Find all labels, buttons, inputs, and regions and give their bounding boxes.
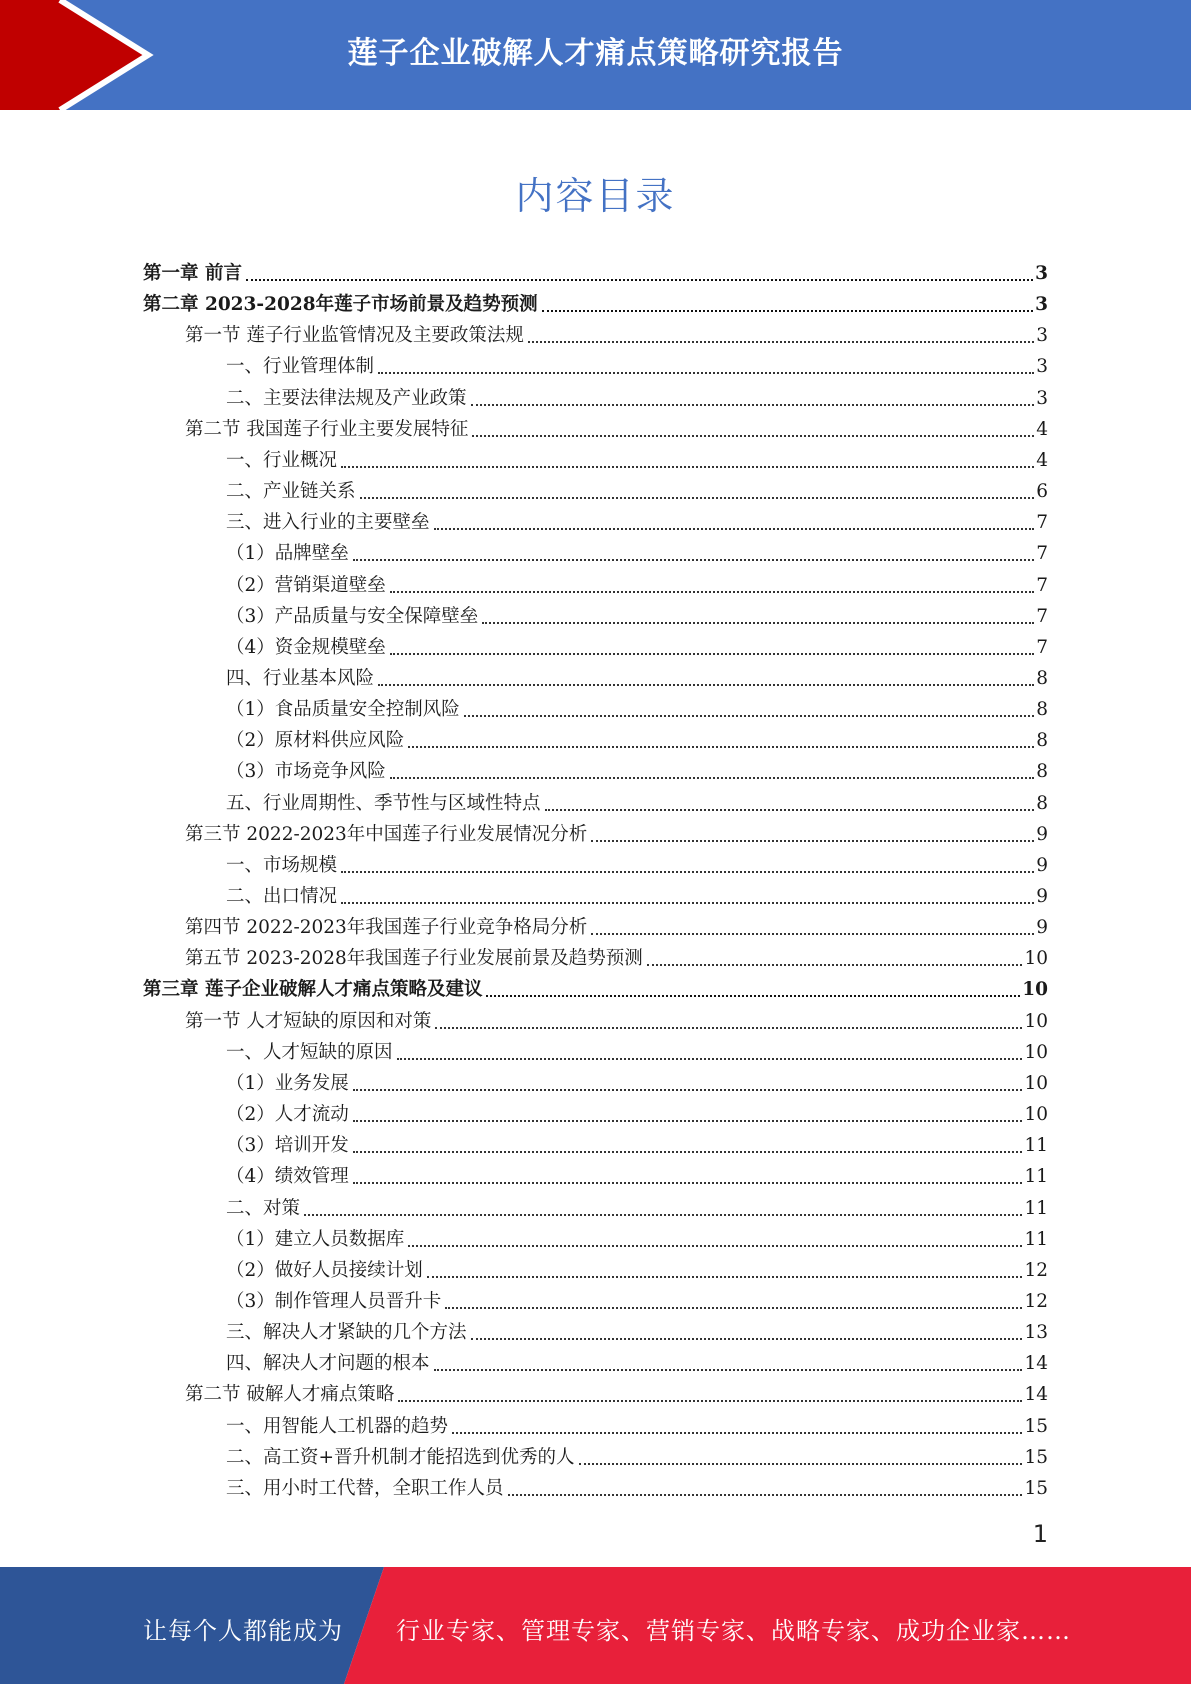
- toc-entry-label: 三、进入行业的主要壁垒: [226, 512, 430, 534]
- toc-entry-page: 14: [1024, 1384, 1048, 1406]
- toc-entry[interactable]: [226, 628, 1048, 659]
- toc-entry-label: 第一节 人才短缺的原因和对策: [185, 1010, 432, 1032]
- toc-entry-page: 8: [1036, 730, 1048, 752]
- toc-dot-leader: [353, 1181, 1023, 1184]
- toc-entry-page: 3: [1036, 325, 1048, 347]
- toc-dot-leader: [647, 963, 1023, 966]
- toc-entry-page: 4: [1036, 418, 1048, 440]
- toc-entry-page: 3: [1035, 263, 1048, 284]
- toc-entry-label: 一、行业管理体制: [226, 356, 375, 378]
- toc-entry-page: 8: [1036, 761, 1048, 783]
- toc-entry-page: 6: [1036, 481, 1048, 503]
- toc-dot-leader: [378, 683, 1034, 686]
- toc-entry[interactable]: [226, 1469, 1048, 1500]
- page-number: 1: [1032, 1520, 1048, 1548]
- toc-entry-page: 10: [1024, 948, 1048, 970]
- toc-heading: 内容目录: [515, 174, 676, 218]
- toc-dot-leader: [471, 403, 1035, 406]
- toc-entry-label: 第二节 我国莲子行业主要发展特征: [185, 418, 469, 440]
- header-banner: [0, 0, 1191, 110]
- toc-entry[interactable]: [226, 379, 1048, 410]
- toc-entry-page: 10: [1024, 1104, 1048, 1126]
- report-title: 莲子企业破解人才痛点策略研究报告: [347, 36, 844, 71]
- toc-entry-label: 二、出口情况: [226, 886, 338, 907]
- toc-dot-leader: [341, 870, 1034, 873]
- toc-entry[interactable]: [226, 1407, 1048, 1438]
- toc-entry-label: （1）建立人员数据库: [226, 1228, 405, 1250]
- toc-entry-label: 第一章 前言: [143, 263, 242, 284]
- footer-banner: [0, 1567, 1191, 1684]
- toc-entry-label: 四、解决人才问题的根本: [226, 1353, 430, 1375]
- toc-entry[interactable]: [226, 1344, 1048, 1375]
- toc-entry-page: 10: [1024, 1010, 1048, 1032]
- toc-entry-page: 11: [1024, 1166, 1048, 1188]
- toc-entry-label: 一、用智能人工机器的趋势: [226, 1415, 449, 1437]
- toc-dot-leader: [579, 1462, 1023, 1465]
- toc-dot-leader: [353, 1150, 1023, 1153]
- toc-entry-label: （1）品牌壁垒: [226, 543, 349, 565]
- toc-entry-label: （1）食品质量安全控制风险: [226, 699, 460, 721]
- toc-entry-label: （3）制作管理人员晋升卡: [226, 1290, 442, 1312]
- toc-entry-label: 第二节 破解人才痛点策略: [185, 1384, 395, 1406]
- toc-entry-label: （4）资金规模壁垒: [226, 636, 386, 658]
- toc-entry-page: 8: [1036, 667, 1048, 689]
- toc-entry-label: 第一节 莲子行业监管情况及主要政策法规: [185, 325, 524, 347]
- toc-entry-page: 14: [1024, 1353, 1048, 1375]
- toc-entry-page: 8: [1036, 792, 1048, 814]
- toc-entry[interactable]: [226, 690, 1048, 721]
- toc-entry-page: 9: [1036, 823, 1048, 845]
- toc-dot-leader: [434, 527, 1035, 530]
- toc-dot-leader: [304, 1213, 1022, 1216]
- toc-entry[interactable]: [185, 1002, 1048, 1033]
- toc-entry-page: 11: [1024, 1197, 1048, 1219]
- toc-dot-leader: [427, 1275, 1023, 1278]
- toc-entry-page: 10: [1024, 1041, 1048, 1063]
- toc-dot-leader: [353, 1088, 1023, 1091]
- toc-entry-page: 15: [1024, 1446, 1048, 1468]
- toc-entry-page: 3: [1036, 387, 1048, 409]
- toc-entry-page: 9: [1036, 854, 1048, 876]
- toc-entry-label: 第四节 2022-2023年我国莲子行业竞争格局分析: [185, 917, 588, 939]
- toc-dot-leader: [397, 1057, 1023, 1060]
- toc-entry-label: 五、行业周期性、季节性与区域性特点: [226, 792, 541, 814]
- toc-dot-leader: [508, 1493, 1023, 1496]
- toc-entry-label: （3）产品质量与安全保障壁垒: [226, 605, 479, 627]
- toc-entry-page: 7: [1036, 605, 1048, 627]
- toc-dot-leader: [445, 1306, 1022, 1309]
- toc-entry[interactable]: [226, 347, 1048, 378]
- toc-entry-label: 第三章 莲子企业破解人才痛点策略及建议: [143, 979, 483, 1001]
- toc-entry-page: 7: [1036, 636, 1048, 658]
- toc-entry-page: 9: [1036, 917, 1048, 939]
- toc-dot-leader: [390, 776, 1034, 779]
- toc-entry-label: （3）市场竞争风险: [226, 761, 386, 783]
- toc-entry[interactable]: [226, 1126, 1048, 1157]
- toc-dot-leader: [471, 1337, 1023, 1340]
- toc-entry-page: 7: [1036, 543, 1048, 565]
- toc-entry[interactable]: [226, 1313, 1048, 1344]
- toc-entry-label: 二、高工资+晋升机制才能招选到优秀的人: [226, 1446, 575, 1468]
- toc-entry-label: 一、市场规模: [226, 854, 338, 876]
- toc-entry[interactable]: [226, 472, 1048, 503]
- toc-entry[interactable]: [226, 1095, 1048, 1126]
- toc-entry-page: 11: [1024, 1228, 1048, 1250]
- toc-entry[interactable]: [226, 441, 1048, 472]
- toc-dot-leader: [472, 434, 1034, 437]
- toc-dot-leader: [542, 309, 1034, 312]
- toc-dot-leader: [408, 745, 1034, 748]
- toc-entry[interactable]: [226, 846, 1048, 877]
- toc-entry-page: 11: [1024, 1135, 1048, 1157]
- toc-entry[interactable]: [226, 877, 1048, 908]
- toc-entry-page: 9: [1036, 886, 1048, 907]
- toc-dot-leader: [591, 932, 1034, 935]
- toc-entry-label: （2）营销渠道壁垒: [226, 574, 386, 596]
- toc-entry-label: 二、主要法律法规及产业政策: [226, 387, 467, 409]
- toc-entry[interactable]: [226, 1157, 1048, 1188]
- toc-entry-page: 4: [1036, 449, 1048, 471]
- toc-dot-leader: [464, 714, 1034, 717]
- toc-entry-page: 10: [1024, 1072, 1048, 1094]
- toc-entry[interactable]: [226, 752, 1048, 783]
- toc-entry[interactable]: [226, 1033, 1048, 1064]
- toc-dot-leader: [528, 340, 1034, 343]
- toc-dot-leader: [435, 1026, 1022, 1029]
- toc-entry-page: 3: [1035, 294, 1048, 316]
- toc-entry-page: 15: [1024, 1415, 1048, 1437]
- toc-entry-label: 三、用小时工代替，全职工作人员: [226, 1477, 504, 1499]
- toc-entry[interactable]: [226, 534, 1048, 565]
- toc-entry-label: （2）原材料供应风险: [226, 730, 405, 752]
- toc-dot-leader: [486, 994, 1020, 997]
- toc-entry[interactable]: [226, 1251, 1048, 1282]
- footer-slogan-left: 让每个人都能成为: [143, 1617, 343, 1645]
- toc-entry-label: 二、对策: [226, 1197, 301, 1219]
- toc-dot-leader: [341, 901, 1034, 904]
- toc-entry[interactable]: [185, 908, 1048, 939]
- toc-dot-leader: [378, 371, 1034, 374]
- toc-entry-label: （2）做好人员接续计划: [226, 1259, 423, 1281]
- toc-entry-label: （3）培训开发: [226, 1135, 349, 1157]
- toc-entry-page: 8: [1036, 699, 1048, 721]
- toc-entry-label: （2）人才流动: [226, 1104, 349, 1126]
- toc-entry[interactable]: [226, 1064, 1048, 1095]
- toc-dot-leader: [434, 1368, 1023, 1371]
- toc-entry-label: （1）业务发展: [226, 1072, 349, 1094]
- toc-dot-leader: [390, 652, 1034, 655]
- toc-entry-page: 7: [1036, 512, 1048, 534]
- toc-entry[interactable]: [226, 597, 1048, 628]
- toc-entry[interactable]: [226, 1220, 1048, 1251]
- toc-dot-leader: [545, 808, 1035, 811]
- toc-entry-page: 12: [1024, 1259, 1048, 1281]
- toc-dot-leader: [246, 278, 1033, 281]
- toc-entry-page: 15: [1024, 1477, 1048, 1499]
- toc-entry[interactable]: [143, 285, 1048, 316]
- toc-entry[interactable]: [226, 659, 1048, 690]
- toc-entry-page: 12: [1024, 1290, 1048, 1312]
- toc-dot-leader: [360, 496, 1035, 499]
- footer-slogan-right: 行业专家、管理专家、营销专家、战略专家、成功企业家……: [396, 1617, 1071, 1645]
- toc-entry[interactable]: [226, 1438, 1048, 1469]
- toc-dot-leader: [390, 590, 1034, 593]
- toc-entry-label: 三、解决人才紧缺的几个方法: [226, 1322, 467, 1344]
- toc-entry-page: 7: [1036, 574, 1048, 596]
- toc-entry-page: 13: [1024, 1322, 1048, 1344]
- toc-dot-leader: [482, 621, 1034, 624]
- toc-entry-label: （4）绩效管理: [226, 1166, 349, 1188]
- toc-entry[interactable]: [143, 970, 1048, 1001]
- toc-entry[interactable]: [226, 784, 1048, 815]
- toc-entry[interactable]: [226, 721, 1048, 752]
- toc-entry-label: 四、行业基本风险: [226, 667, 375, 689]
- toc-entry-page: 10: [1022, 979, 1048, 1001]
- toc-dot-leader: [353, 1119, 1023, 1122]
- toc-entry[interactable]: [226, 1189, 1048, 1220]
- toc-dot-leader: [408, 1244, 1022, 1247]
- toc-entry[interactable]: [185, 316, 1048, 347]
- toc-entry[interactable]: [226, 503, 1048, 534]
- toc-dot-leader: [591, 839, 1034, 842]
- toc-entry-label: 一、人才短缺的原因: [226, 1041, 393, 1063]
- toc-entry-label: 二、产业链关系: [226, 481, 356, 503]
- toc-entry[interactable]: [185, 1375, 1048, 1406]
- toc-entry[interactable]: [226, 1282, 1048, 1313]
- toc-entry-label: 一、行业概况: [226, 449, 338, 471]
- toc-dot-leader: [341, 465, 1034, 468]
- toc-entry[interactable]: [185, 939, 1048, 970]
- toc-entry-label: 第五节 2023-2028年我国莲子行业发展前景及趋势预测: [185, 948, 643, 970]
- toc-entry-label: 第二章 2023-2028年莲子市场前景及趋势预测: [143, 294, 538, 316]
- toc-entry[interactable]: [143, 254, 1048, 285]
- toc-entry[interactable]: [185, 410, 1048, 441]
- toc-entry-page: 3: [1036, 356, 1048, 378]
- toc-dot-leader: [398, 1399, 1022, 1402]
- toc-dot-leader: [452, 1431, 1022, 1434]
- toc-entry[interactable]: [185, 815, 1048, 846]
- toc-entry-label: 第三节 2022-2023年中国莲子行业发展情况分析: [185, 823, 588, 845]
- toc-dot-leader: [353, 558, 1034, 561]
- toc-entry[interactable]: [226, 566, 1048, 597]
